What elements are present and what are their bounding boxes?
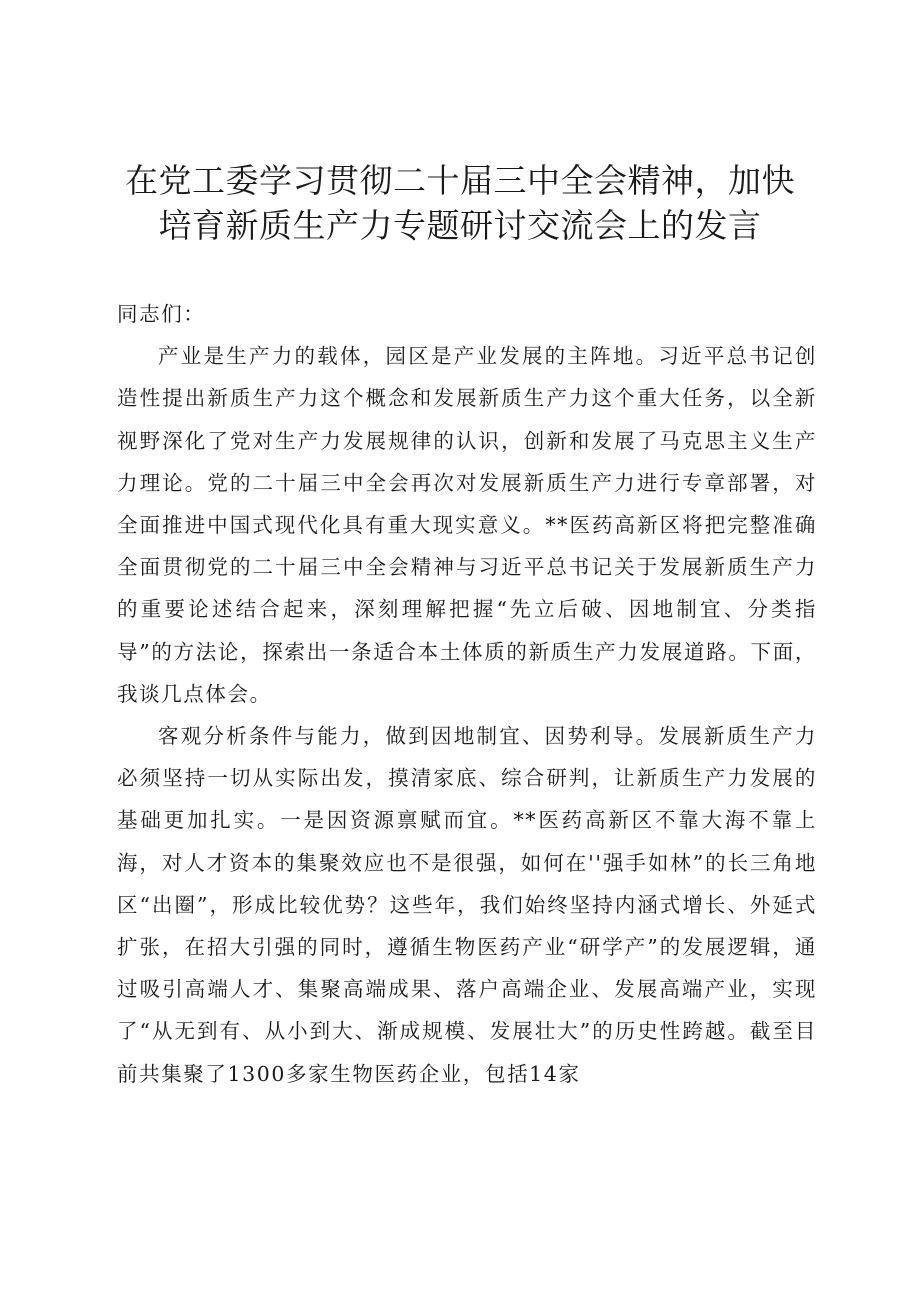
title-line-1: 在党工委学习贯彻二十届三中全会精神，加快 (125, 161, 795, 200)
document-title (100, 158, 820, 248)
paragraph-1: 产业是生产力的载体，园区是产业发展的主阵地。习近平总书记创造性提出新质生产力这个概念和发展新质生产力这个重大任务，以全新视野深化了党对生产力发展规律的认识，创新和发展了马克思主义生产力理论。党的二十届三中全会再次对发展新质生产力进行专章部署，对全面推进中国式现代化具有重大现实意义。**医药高新区将把完整准确全面贯彻党的二十届三中全会精神与习近平总书记关于发展新质生产力的重要论述结合起来，深刻理解把握“先立后破、因地制宜、分类指导”的方法论，探索出一条适合本土体质的新质生产力发展道路。下面，我谈几点体会。 (117, 344, 817, 706)
salutation: 同志们： (117, 302, 206, 326)
paragraph-2: 客观分析条件与能力，做到因地制宜、因势利导。发展新质生产力必须坚持一切从实际出发，摸清家底、综合研判，让新质生产力发展的基础更加扎实。一是因资源禀赋而宜。**医药高新区不靠大海不靠上海，对人才资本的集聚效应也不是很强，如何在''强手如林”的长三角地区“出圈”，形成比较优势？这些年，我们始终坚持内涵式增长、外延式扩张，在招大引强的同时，遵循生物医药产业“研学产”的发展逻辑，通过吸引高端人才、集聚高端成果、落户高端企业、发展高端产业，实现了“从无到有、从小到大、渐成规模、发展壮大”的历史性跨越。截至目前共集聚了1300多家生物医药企业，包括14家 (117, 724, 817, 1086)
title-line-2: 培育新质生产力专题研讨交流会上的发言 (158, 206, 762, 245)
document-body (117, 293, 817, 1095)
